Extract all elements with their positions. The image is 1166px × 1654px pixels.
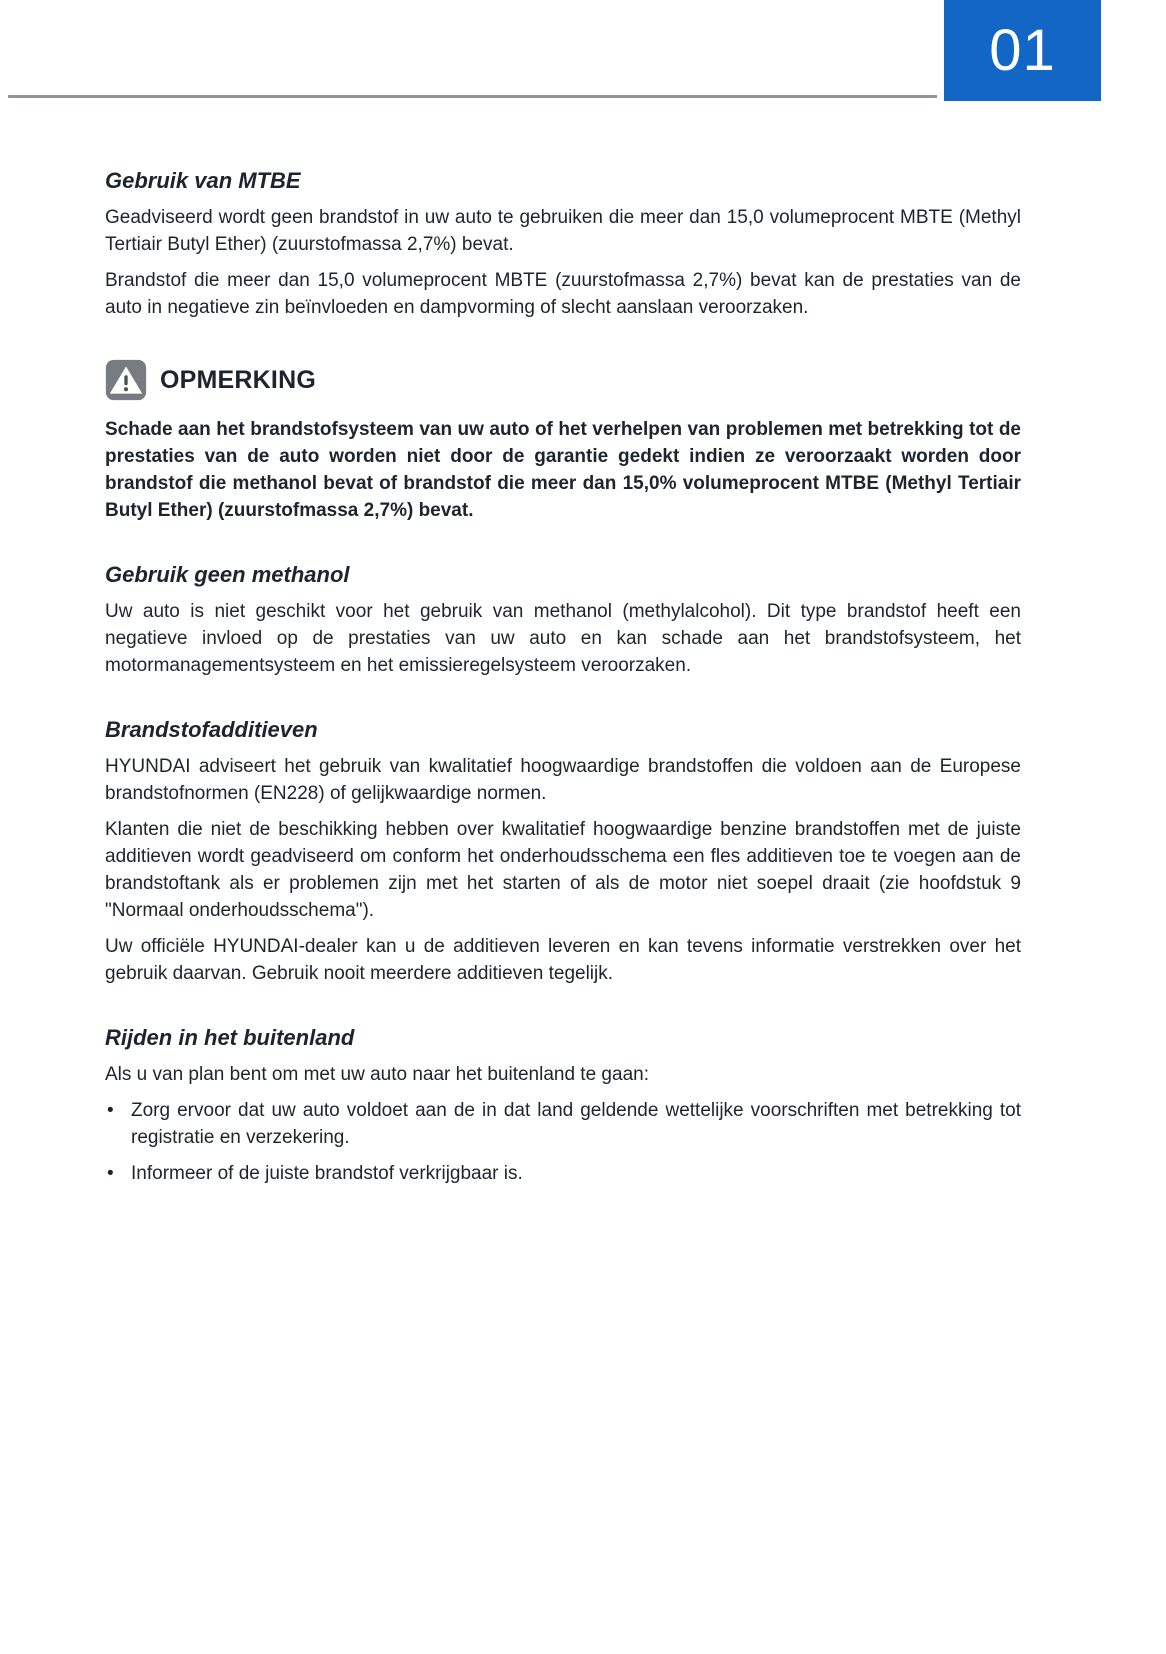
bullet-marker: • — [107, 1163, 114, 1184]
chapter-number-badge — [944, 0, 1101, 101]
section-methanol — [105, 562, 1021, 679]
list-item-text: Informeer of de juiste brandstof verkrijgbaar is. — [131, 1163, 523, 1184]
list-item — [105, 1097, 1021, 1151]
section-heading-additieven: Brandstofadditieven — [105, 717, 318, 742]
chapter-number: 01 — [989, 18, 1056, 83]
note-label: OPMERKING — [160, 365, 316, 394]
paragraph: HYUNDAI adviseert het gebruik van kwalitatief hoogwaardige brandstoffen die voldoen aan de Europese brandstofnormen (EN228) of gelijkwaardige normen. — [105, 756, 1021, 804]
note-body: Schade aan het brandstofsysteem van uw auto of het verhelpen van problemen met betrekking tot de prestaties van de auto worden niet door de garantie gedekt indien ze veroorzaakt worden door brandstof die methanol bevat of brandstof die meer dan 15,0% volumeprocent MTBE (Methyl Tertiair Butyl Ether) (zuurstofmassa 2,7%) bevat. — [105, 419, 1021, 521]
note-header — [105, 359, 1021, 401]
paragraph: Brandstof die meer dan 15,0 volumeprocent MBTE (zuurstofmassa 2,7%) bevat kan de prestaties van de auto in negatieve zin beïnvloeden en dampvorming of slecht aanslaan veroorzaken. — [105, 270, 1021, 318]
paragraph: Geadviseerd wordt geen brandstof in uw auto te gebruiken die meer dan 15,0 volumeprocent MBTE (Methyl Tertiair Butyl Ether) (zuurstofmassa 2,7%) bevat. — [105, 207, 1021, 255]
paragraph: Uw auto is niet geschikt voor het gebruik van methanol (methylalcohol). Dit type brandstof heeft een negatieve invloed op de prestaties van uw auto en kan schade aan het brandstofsysteem, het motormanagementsysteem en het emissieregelsysteem veroorzaken. — [105, 601, 1021, 676]
note-opmerking — [105, 359, 1021, 524]
header-divider — [8, 95, 937, 98]
paragraph: Uw officiële HYUNDAI-dealer kan u de additieven leveren en kan tevens informatie verstrekken over het gebruik daarvan. Gebruik nooit meerdere additieven tegelijk. — [105, 936, 1021, 984]
bullet-marker: • — [107, 1100, 114, 1121]
paragraph: Klanten die niet de beschikking hebben over kwalitatief hoogwaardige benzine brandstoffen met de juiste additieven wordt geadviseerd om conform het onderhoudsschema een fles additieven toe te voegen aan de brandstoftank als er problemen zijn met het starten of als de motor niet soepel draait (zie hoofdstuk 9 "Normaal onderhoudsschema"). — [105, 819, 1021, 921]
section-mtbe — [105, 168, 1021, 321]
section-buitenland — [105, 1025, 1021, 1187]
warning-triangle-icon — [105, 359, 147, 401]
section-heading-mtbe: Gebruik van MTBE — [105, 168, 301, 193]
page-content — [105, 168, 1021, 1196]
list-item-text: Zorg ervoor dat uw auto voldoet aan de in dat land geldende wettelijke voorschriften met betrekking tot registratie en verzekering. — [131, 1100, 1021, 1148]
section-heading-methanol: Gebruik geen methanol — [105, 562, 350, 587]
paragraph: Als u van plan bent om met uw auto naar het buitenland te gaan: — [105, 1064, 649, 1085]
section-heading-buitenland: Rijden in het buitenland — [105, 1025, 355, 1050]
list-item — [105, 1160, 1021, 1187]
section-brandstofadditieven — [105, 717, 1021, 987]
